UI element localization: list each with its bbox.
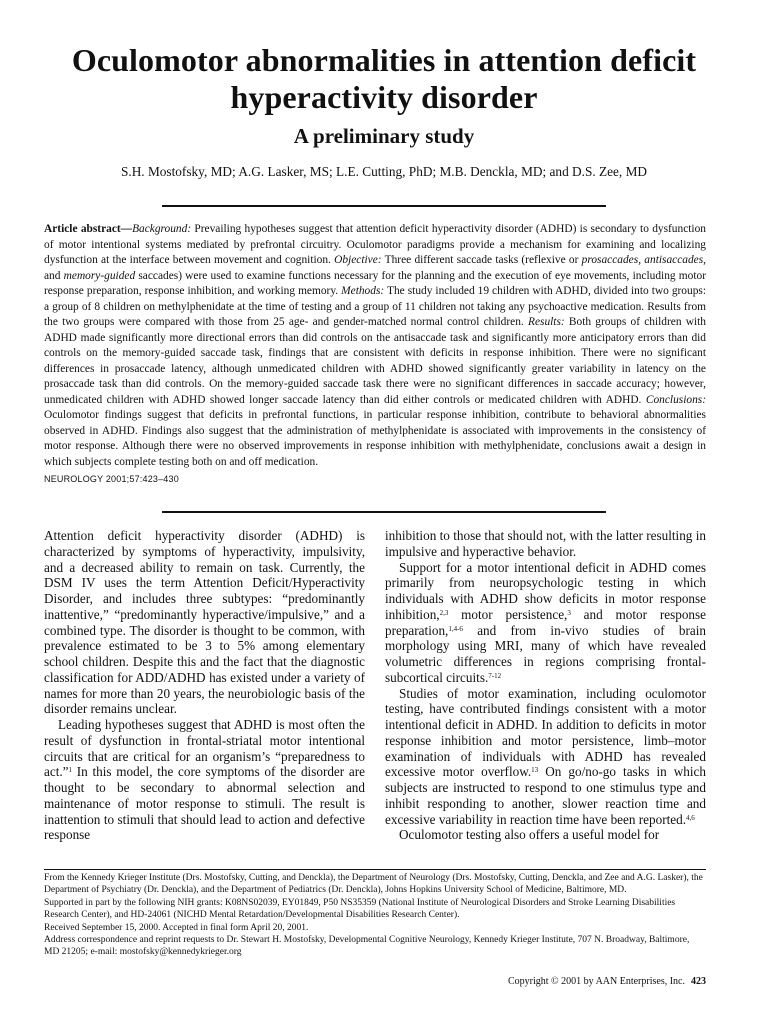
paragraph-text: and motor response preparation, bbox=[385, 606, 706, 638]
author-list: S.H. Mostofsky, MD; A.G. Lasker, MS; L.E. Cutting, PhD; M.B. Denckla, MD; and D.S. Zee, MD bbox=[120, 164, 648, 179]
objective-term: antisaccades bbox=[644, 254, 704, 266]
abstract bbox=[44, 222, 706, 488]
journal-citation: NEUROLOGY 2001;57:423–430 bbox=[44, 474, 179, 484]
paragraph-text: Studies of motor examination, including oculomotor testing, have contributed findings consistent with a motor intentional deficit in ADHD. In addition to deficits in motor response inhibition and motor persistence, limb–motor examination of individuals with ADHD has revealed excessive motor overflow. bbox=[385, 685, 706, 780]
reference-marker: 3 bbox=[567, 608, 571, 617]
conclusions-label: Conclusions: bbox=[645, 393, 706, 406]
paragraph-text: and from in-vivo studies of brain morphology using MRI, many of which have revealed volumetric differences in regions comprising frontal-subcortical circuits. bbox=[385, 622, 706, 685]
paragraph: Attention deficit hyperactivity disorder (ADHD) is characterized by symptoms of hyperactivity, impulsivity, and a decreased ability to remain on task. Currently, the DSM IV uses the term Attention Deficit/Hyperactivity Disorder, and includes three subtypes: “predominantly inattentive,” “predominantly hyperactive/impulsive,” and a combined type. The disorder is thought to be common, with prevalence estimated to be 3 to 5% among elementary school children. Despite this and the fact that the diagnostic classification for ADD/ADHD has existed under a variety of names for more than 20 years, the neurobiologic basis of the disorder remains unclear. bbox=[44, 528, 365, 717]
objective-term: prosaccades bbox=[581, 254, 639, 266]
methods-label: Methods: bbox=[341, 285, 385, 297]
abstract-body bbox=[44, 222, 706, 470]
reference-marker: 4,6 bbox=[686, 813, 695, 822]
objective-text: , and bbox=[44, 254, 706, 282]
results-label: Results: bbox=[528, 316, 565, 328]
objective-text: Three different saccade tasks (reflexive or bbox=[381, 254, 582, 266]
abstract-lead: Article abstract— bbox=[44, 223, 133, 235]
background-text: Prevailing hypotheses suggest that attention deficit hyperactivity disorder (ADHD) is secondary to dysfunction of motor intentional systems mediated by prefrontal circuitry. Oculomotor paradigms provide a mechanism for examining and localizing dysfunction at the interface between movement and cognition. bbox=[44, 223, 706, 266]
paragraph-text: motor persistence, bbox=[448, 606, 568, 622]
paragraph bbox=[385, 686, 706, 828]
article-subtitle: A preliminary study bbox=[293, 124, 475, 148]
conclusions-text: Oculomotor findings suggest that deficits in prefrontal functions, in particular response inhibition, contribute to behavioral abnormalities observed in ADHD. Findings also suggest that the administration of methylphenidate is associated with improvements in the consistency of motor response. Although there were no observed improvements in response inhibition with methylphenidate, conclusions await a design in which subjects complete testing both on and off medication. bbox=[44, 409, 706, 468]
page-footer bbox=[508, 976, 706, 987]
article-title: Oculomotor abnormalities in attention deficit hyperactivity disorder bbox=[71, 42, 697, 115]
objective-text: , bbox=[638, 254, 645, 266]
paragraph-text: Leading hypotheses suggest that ADHD is most often the result of dysfunction in frontal-striatal motor intentional circuits that are critical for an organism’s “preparedness to act.” bbox=[44, 717, 365, 780]
reference-marker: 1,4-6 bbox=[448, 624, 463, 633]
footnote-divider bbox=[44, 869, 706, 870]
received-note: Received September 15, 2000. Accepted in final form April 20, 2001. bbox=[44, 922, 309, 933]
paragraph: Oculomotor testing also offers a useful model for bbox=[399, 827, 660, 843]
objective-term: memory-guided bbox=[63, 269, 136, 282]
funding-note: Supported in part by the following NIH grants: K08NS02039, EY01849, P50 NS35359 (National Institute of Neurological Disorders and Stroke Learning Disabilities Research Center), and HD-24061 (NICHD Mental Retardation/Developmental Disabilities Research Center). bbox=[44, 897, 676, 921]
methods-text: The study included 19 children with ADHD, divided into two groups: a group of 8 children on methylphenidate at the time of testing and a group of 11 children not taking any psychoactive medication. Results from the two groups were compared with those from 25 age- and gender-matched normal control children. bbox=[44, 285, 706, 328]
abstract-divider bbox=[162, 511, 606, 513]
correspondence-note: Address correspondence and reprint requests to Dr. Stewart H. Mostofsky, Developmental Cognitive Neurology, Kennedy Krieger Institute, 707 N. Broadway, Baltimore, MD 21205; e-mail: mostofsky@kennedykrieger.org bbox=[44, 935, 690, 958]
body-column-right bbox=[385, 528, 706, 843]
page-number: 423 bbox=[691, 976, 706, 987]
results-text: Both groups of children with ADHD made significantly more directional errors than did controls on the antisaccade task and significantly more anticipatory errors than did controls on the memory-guided saccade task, findings that are consistent with deficits in response inhibition. There were no significant differences in prosaccade latency, although unmedicated children with ADHD showed significantly greater variability in latency on the prosaccade task than did controls. On the memory-guided saccade task there were no significant differences in saccade accuracy; however, unmedicated children with ADHD showed longer saccade latency than did either controls or medicated children with ADHD. bbox=[44, 316, 707, 406]
affiliation-note: From the Kennedy Krieger Institute (Drs. Mostofsky, Cutting, and Denckla), the Department of Neurology (Drs. Mostofsky, Cutting, Denckla, and Zee and A.G. Lasker), the Department of Psychiatry (Dr. Denckla), and the Department of Pediatrics (Dr. Denckla), Johns Hopkins University School of Medicine, Baltimore, MD. bbox=[44, 873, 703, 896]
footnotes bbox=[44, 872, 706, 959]
reference-marker: 2,3 bbox=[439, 608, 449, 617]
body-column-left bbox=[44, 528, 365, 843]
background-label: Background: bbox=[132, 223, 192, 235]
paragraph bbox=[385, 560, 706, 686]
copyright-notice: Copyright © 2001 by AAN Enterprises, Inc. bbox=[507, 976, 685, 987]
reference-marker: 1 bbox=[68, 766, 73, 775]
objective-text: saccades) were used to examine functions necessary for the planning and the execution of eye movements, including motor response preparation, response inhibition, and working memory. bbox=[44, 269, 707, 297]
reference-marker: 7-12 bbox=[488, 671, 502, 680]
paragraph bbox=[44, 717, 365, 843]
paragraph-text: Support for a motor intentional deficit in ADHD comes primarily from neuropsychologic testing in which individuals with ADHD show deficits in motor response inhibition, bbox=[385, 559, 706, 622]
objective-label: Objective: bbox=[334, 254, 382, 266]
paragraph-text: On go/no-go tasks in which subjects are instructed to respond to one stimulus type and inhibit responding to another, slower reaction time and excessive variability in reaction time have been reported. bbox=[385, 764, 706, 827]
paragraph-text: In this model, the core symptoms of the disorder are thought to be secondary to abnormal selection and maintenance of motor response to stimuli. The result is inattention to stimuli that should lead to action and defective response bbox=[44, 764, 365, 843]
paragraph: inhibition to those that should not, with the latter resulting in impulsive and hyperactive behavior. bbox=[385, 528, 706, 559]
top-divider bbox=[162, 205, 606, 207]
reference-marker: 13 bbox=[531, 766, 539, 775]
